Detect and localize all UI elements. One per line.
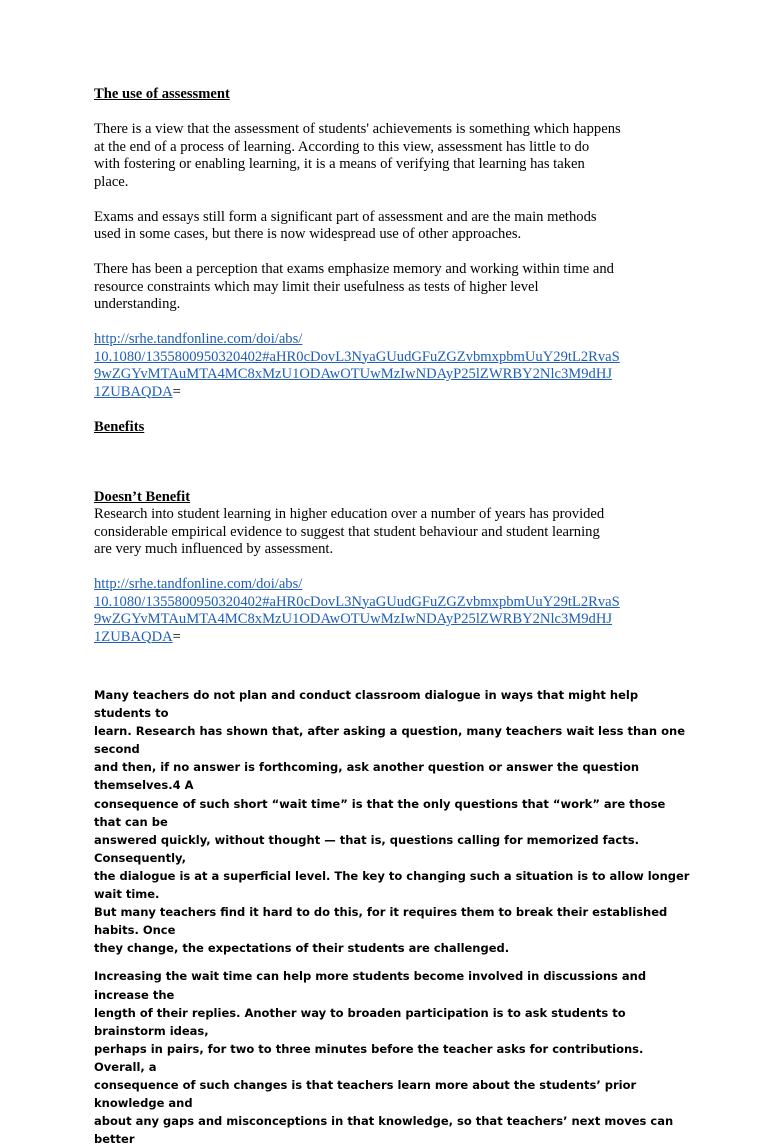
text-line: There has been a perception that exams emphasize memory and working within time and [94,261,614,277]
heading-use-of-assessment: The use of assessment [94,86,230,102]
text-line: with fostering or enabling learning, it is a means of verifying that learning has taken [94,156,585,172]
heading-doesnt-benefit: Doesn’t Benefit [94,488,191,505]
link-suffix: = [172,628,181,645]
link-line[interactable]: 1ZUBAQDA [94,383,173,400]
link-line[interactable]: 10.1080/13558009503204​02#aHR0cDovL3NyaGUudGFuZGZvbmxpbmUuY29tL2RvaS [94,593,620,610]
text-line: are very much influenced by assessment. [94,541,334,557]
text-line: Many teachers do not plan and conduct classroom dialogue in ways that might help students to [94,688,639,721]
text-line: the dialogue is at a superficial level. The key to changing such a situation is to allow longer wait time. [94,868,690,902]
text-line: considerable empirical evidence to suggest that student behaviour and student learning [94,523,600,540]
text-line: There is a view that the assessment of students' achievements is something which happens [94,121,621,137]
paragraph-exams-perception [94,261,694,314]
paragraph-exams-essays [94,209,694,244]
text-line: learn. Research has shown that, after asking a question, many teachers wait less than one second [94,724,686,757]
text-line: consequence of such changes is that teachers learn more about the students’ prior knowledge and [94,1077,637,1111]
text-line: length of their replies. Another way to broaden participation is to ask students to brainstorm ideas, [94,1005,626,1038]
text-line: But many teachers find it hard to do this, for it requires them to break their established habits. Once [94,905,668,938]
reference-link-1[interactable] [94,331,694,401]
text-line: perhaps in pairs, for two to three minutes before the teacher asks for contributions. Overall, a [94,1041,644,1074]
link-line[interactable]: http://srhe.tandfonline.com/doi/abs/ [94,331,303,347]
text-line: used in some cases, but there is now widespread use of other approaches. [94,226,522,242]
text-line: consequence of such short “wait time” is that the only questions that “work” are those that can be [94,796,666,829]
text-line: resource constraints which may limit their usefulness as tests of higher level [94,278,539,295]
document-page [94,86,694,1148]
link-line[interactable]: 10.1080/13558009503204​02#aHR0cDovL3NyaGUudGFuZGZvbmxpbmUuY29tL2RvaS [94,348,620,365]
link-suffix: = [172,383,181,400]
text-line: about any gaps and misconceptions in that knowledge, so that teachers’ next moves can better [94,1114,674,1147]
text-line: at the end of a process of learning. According to this view, assessment has little to do [94,138,590,155]
text-line: Research into student learning in higher education over a number of years has provided [94,506,605,522]
paragraph-student-learning-research [94,506,694,559]
paragraph-assessment-view [94,121,694,191]
text-line: understanding. [94,296,181,312]
text-line: answered quickly, without thought — that is, questions calling for memorized facts. Consequently, [94,832,639,865]
link-line[interactable]: 1ZUBAQDA [94,628,173,645]
text-line: place. [94,173,129,190]
link-line[interactable]: 9wZGYvMTAuMTA4MC8xMzU1ODAwOTUwMzIwNDAyP25lZWRBY2Nlc3M9dHJ [94,611,613,627]
paragraph-wait-time [94,967,694,1148]
reference-link-2[interactable] [94,576,694,646]
link-line[interactable]: 9wZGYvMTAuMTA4MC8xMzU1ODAwOTUwMzIwNDAyP25lZWRBY2Nlc3M9dHJ [94,366,613,382]
link-line[interactable]: http://srhe.tandfonline.com/doi/abs/ [94,576,303,592]
paragraph-classroom-dialogue [94,686,694,957]
text-line: Increasing the wait time can help more students become involved in discussions and increase the [94,969,647,1002]
text-line: they change, the expectations of their students are challenged. [94,941,510,956]
text-line: and then, if no answer is forthcoming, ask another question or answer the question themselves.4 A [94,760,640,793]
heading-benefits: Benefits [94,418,145,435]
text-line: Exams and essays still form a significant part of assessment and are the main methods [94,208,597,225]
